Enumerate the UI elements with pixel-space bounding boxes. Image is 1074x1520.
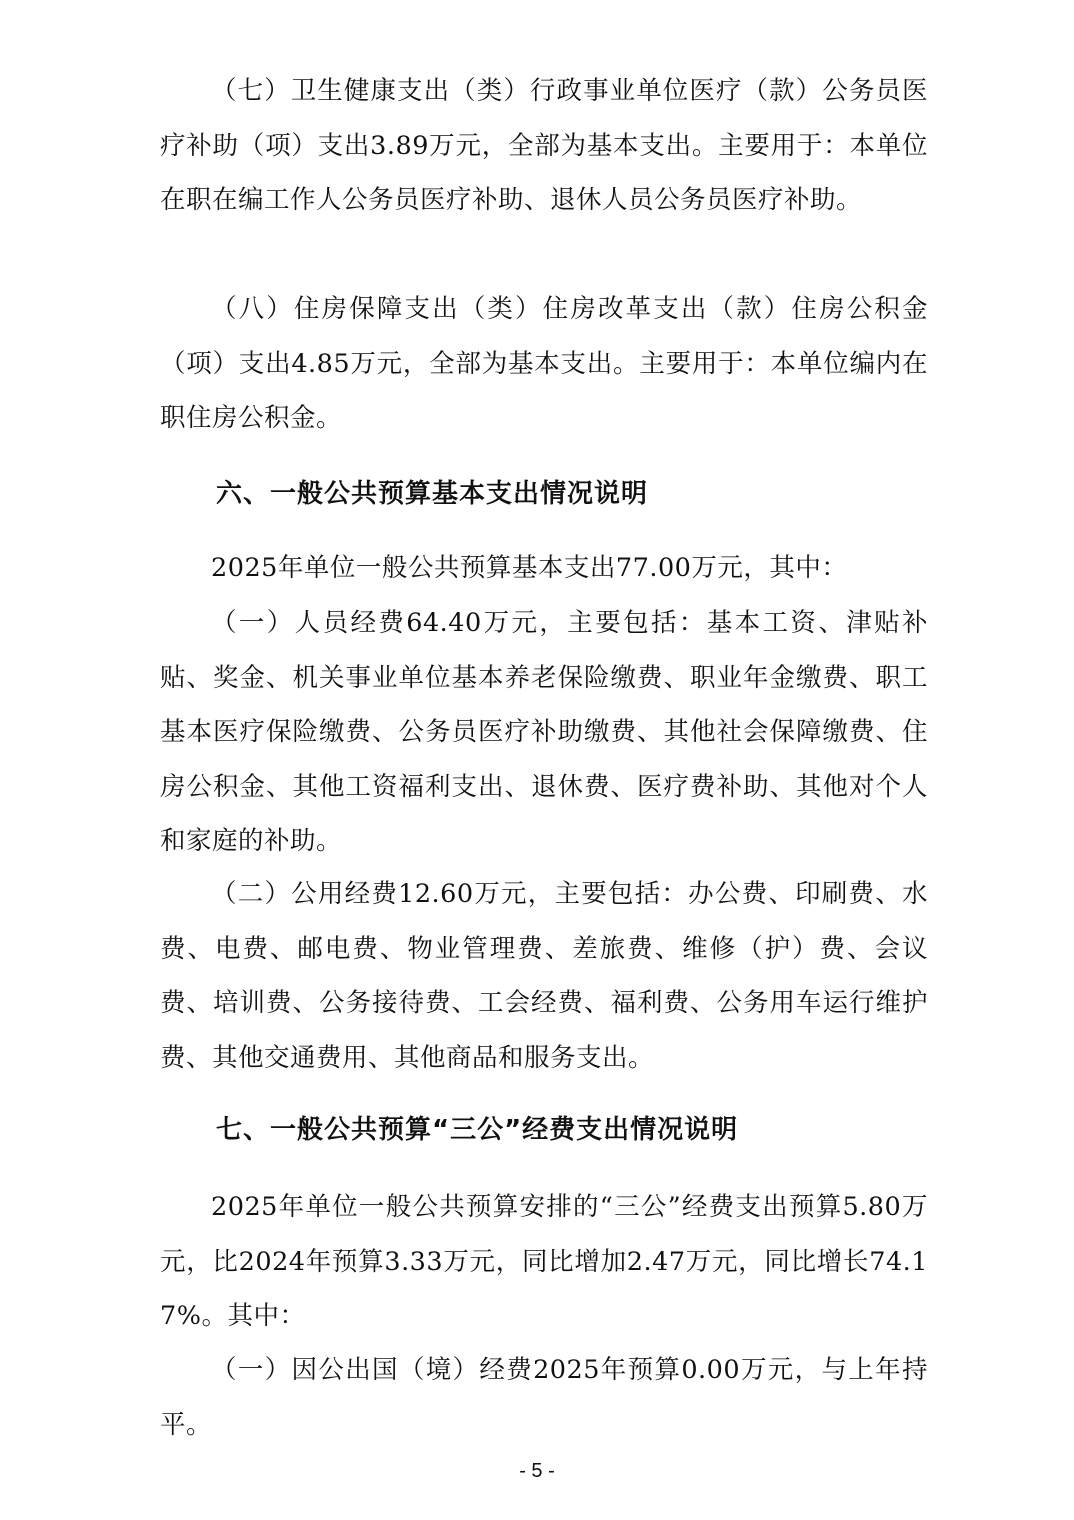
- section-heading-three-public-expenses: 七、一般公共预算“三公”经费支出情况说明: [216, 1115, 739, 1145]
- paragraph-basic-expenditure-total: 2025年单位一般公共预算基本支出77.00万元，其中：: [211, 553, 848, 583]
- page-number: - 5 -: [519, 1460, 555, 1482]
- section-heading-basic-expenditure: 六、一般公共预算基本支出情况说明: [216, 479, 649, 509]
- paragraph-public-expenses: （二）公用经费12.60万元，主要包括：办公费、印刷费、水费、电费、邮电费、物业管理费、差旅费、维修（护）费、会议费、培训费、公务接待费、工会经费、福利费、公务用车运行维护费、其他交通费用、其他商品和服务支出。: [160, 879, 928, 1073]
- paragraph-personnel-expenses: （一）人员经费64.40万元，主要包括：基本工资、津贴补贴、奖金、机关事业单位基本养老保险缴费、职业年金缴费、职工基本医疗保险缴费、公务员医疗补助缴费、其他社会保障缴费、住房公积金、其他工资福利支出、退休费、医疗费补助、其他对个人和家庭的补助。: [160, 608, 928, 856]
- paragraph-health-expenditure: （七）卫生健康支出（类）行政事业单位医疗（款）公务员医疗补助（项）支出3.89万元，全部为基本支出。主要用于：本单位在职在编工作人公务员医疗补助、退休人员公务员医疗补助。: [160, 76, 928, 215]
- paragraph-three-public-total: 2025年单位一般公共预算安排的“三公”经费支出预算5.80万元，比2024年预算3.33万元，同比增加2.47万元，同比增长74.17%。其中：: [160, 1192, 928, 1331]
- paragraph-housing-expenditure: （八）住房保障支出（类）住房改革支出（款）住房公积金（项）支出4.85万元，全部为基本支出。主要用于：本单位编内在职住房公积金。: [160, 294, 928, 433]
- paragraph-overseas-travel: （一）因公出国（境）经费2025年预算0.00万元，与上年持平。: [160, 1355, 928, 1440]
